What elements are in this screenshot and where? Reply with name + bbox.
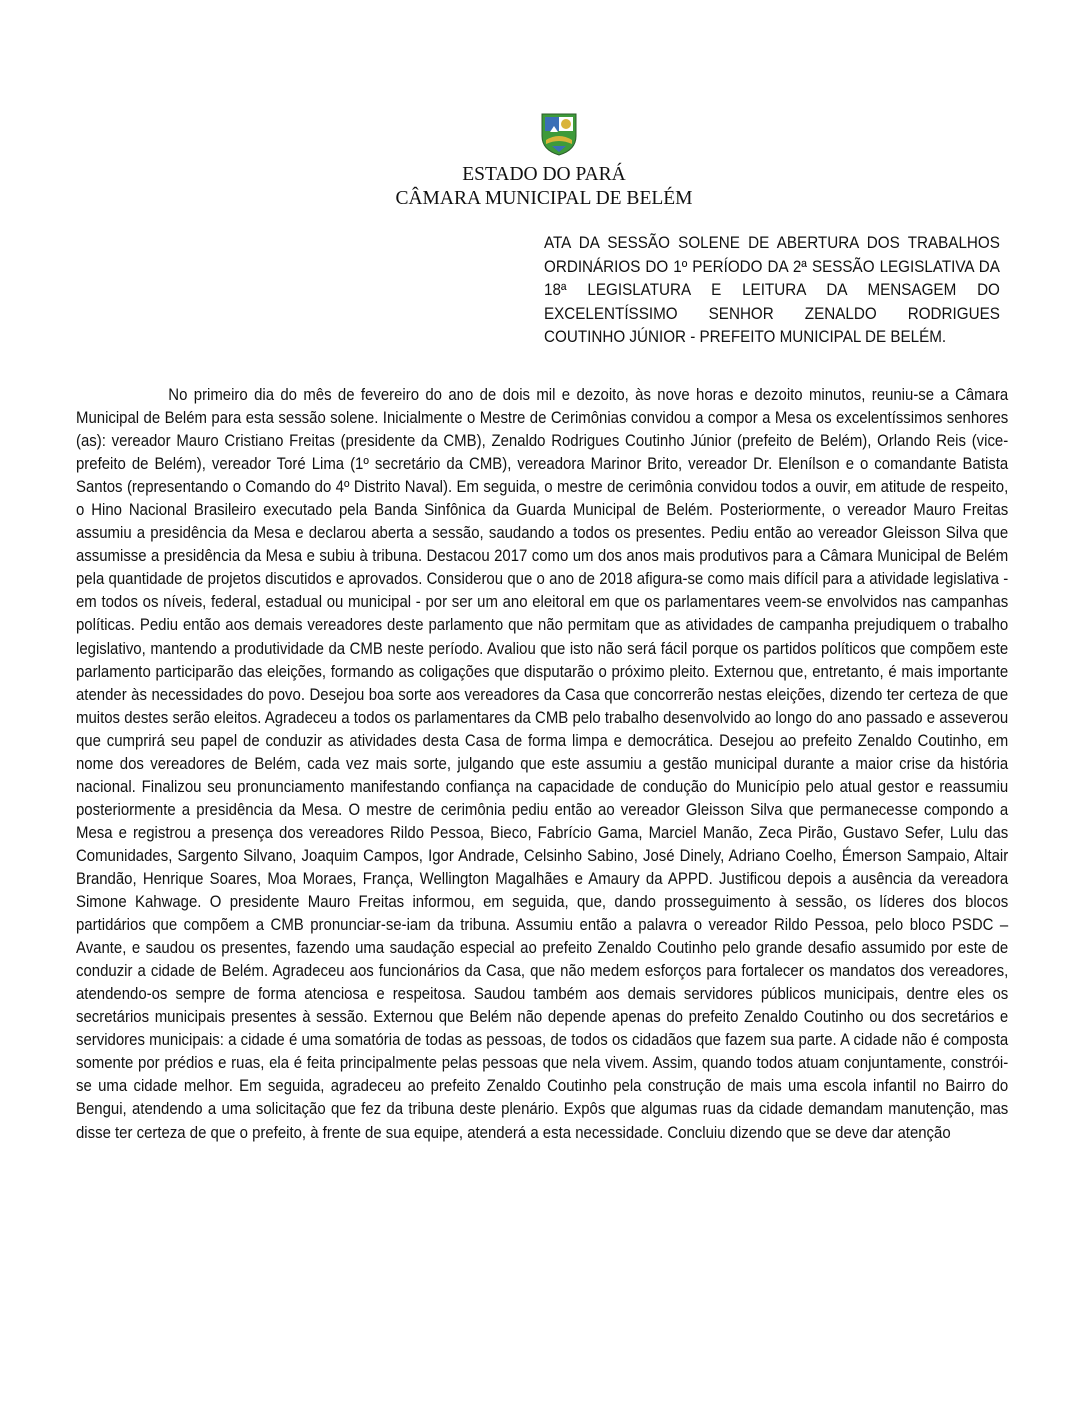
coat-of-arms-icon [540,112,578,156]
header-state: ESTADO DO PARÁ [462,164,626,185]
header-chamber: CÂMARA MUNICIPAL DE BELÉM [395,188,693,209]
document-title: ATA DA SESSÃO SOLENE DE ABERTURA DOS TRABALHOS ORDINÁRIOS DO 1º PERÍODO DA 2ª SESSÃO LEGISLATIVA DA 18ª LEGISLATURA E LEITURA DA MENSAGEM DO EXCELENTÍSSIMO SENHOR ZENALDO RODRIGUES COUTINHO JÚNIOR - PREFEITO MUNICIPAL DE BELÉM. [544,234,1000,346]
document-body: No primeiro dia do mês de fevereiro do ano de dois mil e dezoito, às nove horas e dezoito minutos, reuniu-se a Câmara Municipal de Belém para esta sessão solene. Inicialmente o Mestre de Cerimônias convidou a compor a Mesa os excelentíssimos senhores (as): vereador Mauro Cristiano Freitas (presidente da CMB), Zenaldo Rodrigues Coutinho Júnior (prefeito de Belém), Orlando Reis (vice-prefeito de Belém), vereador Toré Lima (1º secretário da CMB), vereadora Marinor Brito, vereador Dr. Elenílson e o comandante Batista Santos (representando o Comando do 4º Distrito Naval). Em seguida, o mestre de cerimônia convidou todos a ouvir, em atitude de respeito, o Hino Nacional Brasileiro executado pela Banda Sinfônica da Guarda Municipal de Belém. Posteriormente, o vereador Mauro Freitas assumiu a presidência da Mesa e declarou aberta a sessão, saudando a todos os presentes. Pediu então ao vereador Gleisson Silva que assumisse a presidência da Mesa e subiu à tribuna. Destacou 2017 como um dos anos mais produtivos para a Câmara Municipal de Belém pela quantidade de projetos discutidos e aprovados. Considerou que o ano de 2018 afigura-se como mais difícil para a atividade legislativa - em todos os níveis, federal, estadual ou municipal - por ser um ano eleitoral em que os parlamentares veem-se envolvidos nas campanhas políticas. Pediu então aos demais vereadores deste parlamento que não permitam que as atividades de campanha prejudiquem o trabalho legislativo, mantendo a produtividade da CMB neste período. Avaliou que isto não será fácil porque os partidos políticos que compõem este parlamento participarão das eleições, formando as coligações que disputarão o próximo pleito. Externou que, entretanto, é mais importante atender às necessidades do povo. Desejou boa sorte aos vereadores da Casa que concorrerão nestas eleições, dizendo ter certeza de que muitos destes serão eleitos. Agradeceu a todos os parlamentares da CMB pelo trabalho desenvolvido ao longo do ano passado e asseverou que cumprirá seu papel de conduzir as atividades desta Casa de forma limpa e democrática. Desejou ao prefeito Zenaldo Coutinho, em nome dos vereadores de Belém, cada vez mais sorte, julgando que este assumiu a gestão municipal durante a maior crise da história nacional. Finalizou seu pronunciamento manifestando confiança na capacidade de condução do Município pelo atual gestor e reassumiu posteriormente a presidência da Mesa. O mestre de cerimônia pediu então ao vereador Gleisson Silva que permanecesse compondo a Mesa e registrou a presença dos vereadores Rildo Pessoa, Bieco, Fabrício Gama, Marciel Manão, Zeca Pirão, Gustavo Sefer, Lulu das Comunidades, Sargento Silvano, Joaquim Campos, Igor Andrade, Celsinho Sabino, José Dinely, Adriano Coelho, Émerson Sampaio, Altair Brandão, Henrique Soares, Moa Moraes, França, Wellington Magalhães e Amaury da APPD. Justificou depois a ausência da vereadora Simone Kahwage. O presidente Mauro Freitas informou, em seguida, que, dando prosseguimento à sessão, os líderes dos blocos partidários que compõem a CMB pronunciar-se-iam da tribuna. Assumiu então a palavra o vereador Rildo Pessoa, pelo bloco PSDC – Avante, e saudou os presentes, fazendo uma saudação especial ao prefeito Zenaldo Coutinho pelo grande desafio assumido por este de conduzir a cidade de Belém. Agradeceu aos funcionários da Casa, que não medem esforços para fortalecer os mandatos dos vereadores, atendendo-os sempre de forma atenciosa e respeitosa. Saudou também aos demais servidores públicos municipais, dentre eles os secretários municipais presentes à sessão. Externou que Belém não depende apenas do prefeito Zenaldo Coutinho ou dos secretários e servidores municipais: a cidade é uma somatória de todas as pessoas, de todos os cidadãos que fazem sua parte. A cidade não é composta somente por prédios e ruas, ela é feita principalmente pelas pessoas que nela vivem. Assim, quando todos atuam conjuntamente, constrói-se uma cidade melhor. Em seguida, agradeceu ao prefeito Zenaldo Coutinho pela construção de mais uma escola infantil no Bairro do Bengui, atendendo a uma solicitação que fez da tribuna deste plenário. Expôs que algumas ruas da cidade demandam manutenção, mas disse ter certeza de que o prefeito, à frente de sua equipe, atenderá a esta necessidade. Concluiu dizendo que se deve dar atenção [76,386,1009,1142]
